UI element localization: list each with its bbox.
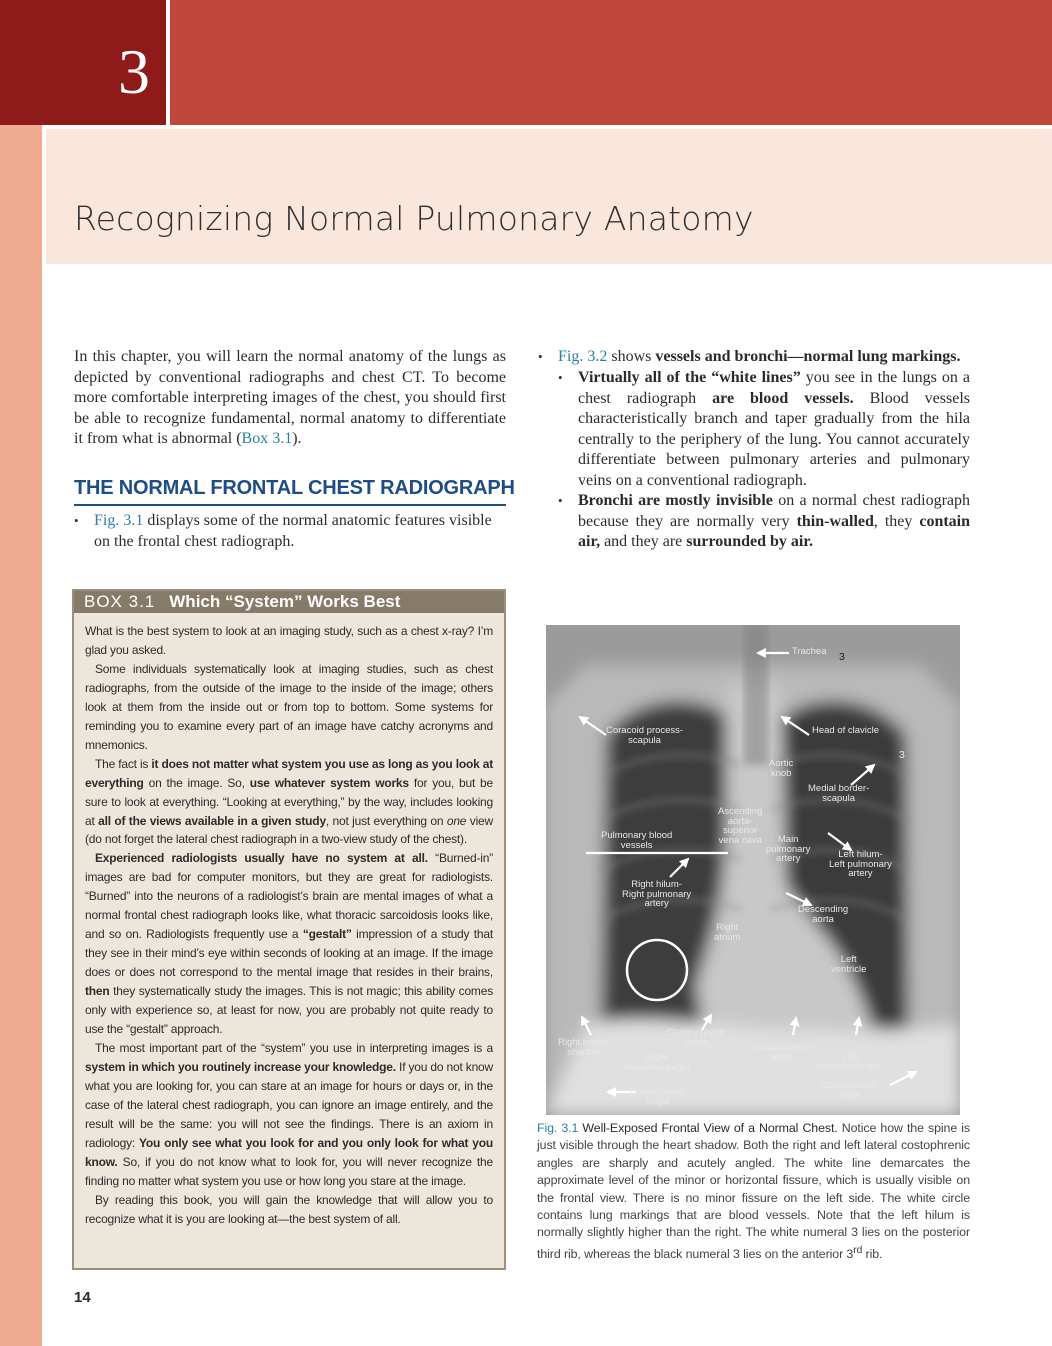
label-descending-aorta: Descending aorta: [798, 904, 849, 925]
figure-caption: [537, 1120, 970, 1263]
box-bold: system in which you routinely increase your knowledge.: [85, 1059, 396, 1074]
box-bold: then: [85, 984, 110, 999]
box-bold: You only see what you look for and you only look for what you know.: [85, 1135, 493, 1169]
label-left-hemidiaphragm: Left hemidiaphragm: [818, 1051, 884, 1072]
bullet-dot: •: [74, 513, 79, 528]
box-label: BOX 3.1: [84, 592, 156, 611]
caption-superscript: rd: [853, 1244, 863, 1256]
box-title: Which “System” Works Best: [169, 592, 401, 611]
bullet-bold: are blood vessels.: [712, 389, 854, 407]
label-costophrenic-angle-left: Costophrenic angle: [821, 1080, 877, 1101]
box-3-1-link[interactable]: Box 3.1: [241, 430, 293, 448]
bullet-bold: contain air,: [578, 512, 971, 551]
box-text: they systematically study the images. This is not magic; this ability comes only with experience so, at least for now, you are probably not quite ready to use the “gestalt” approach.: [85, 984, 493, 1037]
bullet-bold: Virtually all of the “white lines”: [578, 369, 801, 386]
bullet-text: , they: [873, 512, 920, 530]
title-band: [46, 129, 1052, 264]
box-text: view (do not forget the lateral chest radiograph in a two-view study of the chest).: [85, 813, 493, 847]
bullet-dot: •: [558, 493, 563, 508]
bullet-text: and they are: [600, 533, 687, 551]
caption-title: Well-Exposed Frontal View of a Normal Chest.: [578, 1121, 838, 1135]
page-number: 14: [74, 1289, 91, 1306]
label-medial-border-scapula: Medial border- scapula: [808, 783, 870, 804]
box-text: “Burned-in” images are bad for computer monitors, but they are great for radiologists. “Burned” into the neurons of a radiologist’s brain are mental images of what a normal frontal chest radiograph looks like, what thoracic sarcoidosis looks like, and so on. Radiologists frequently use a: [85, 851, 493, 942]
intro-paragraph: [74, 347, 506, 450]
label-right-hilum: Right hilum- Right pulmonary artery: [622, 879, 692, 910]
box-text: for you, but be sure to look at everything. “Looking at everything,” by the way, includes looking at: [85, 775, 493, 828]
box-text: The most important part of the “system” you use in interpreting images is a: [95, 1040, 493, 1055]
box-text: If you do not know what you are looking for, you can stare at an image for hours or days or, in the case of the lateral chest radiograph, you can ignore an image entirely, and the result will be the same: you will not see the findings. There is an axiom in radiology:: [85, 1059, 494, 1150]
bullet-text: on a normal chest radiograph because they are normally very: [578, 492, 970, 530]
box-text: The fact is: [95, 756, 152, 771]
chapter-title: Recognizing Normal Pulmonary Anatomy: [74, 199, 754, 238]
label-right-hemidiaphragm: Right hemidiaphragm: [624, 1052, 690, 1073]
bullet-dot: •: [538, 349, 543, 364]
chest-radiograph-figure: [546, 625, 960, 1115]
label-left-ventricle: Left ventricle: [831, 954, 867, 975]
caption-text: Notice how the spine is just visible through the heart shadow. Both the right and left lateral costophrenic angles are sharply and acutely angled. The white line demarcates the approximate level of the minor or horizontal fissure, which is usually visible on the frontal view. There is no minor fissure on the left side. The white circle contains lung markings that are blood vessels. Note that the left hilum is normally slightly higher than the right. The white numeral 3 lies on the posterior third rib, whereas the black numeral 3 lies on the anterior 3: [537, 1121, 970, 1261]
section-heading: THE NORMAL FRONTAL CHEST RADIOGRAPH: [74, 477, 506, 506]
label-right-breast-shadow: Right breast shadow: [558, 1037, 610, 1058]
box-text: So, if you do not know what to look for, you will never recognize the finding no matter what system you use or how long you stare at the image.: [85, 1154, 493, 1188]
label-aortic-knob: Aortic knob: [769, 758, 794, 779]
chapter-number: 3: [118, 36, 150, 107]
bullet-bold: Bronchi are mostly invisible: [578, 492, 773, 509]
box-bold: use whatever system works: [249, 775, 409, 790]
box-bold: “gestalt”: [302, 927, 352, 942]
fig-3-2-link[interactable]: Fig. 3.2: [558, 348, 608, 365]
box-italic: one: [446, 813, 467, 828]
label-main-pulmonary-artery: Main pulmonary artery: [766, 834, 811, 865]
chapter-separator: [166, 0, 170, 125]
label-anterior-rib-3: 3: [839, 651, 845, 663]
box-paragraph-3: [85, 755, 493, 850]
bullet-bold: vessels and bronchi—normal lung markings.: [655, 348, 961, 365]
box-3-1: [72, 589, 506, 1270]
bullet-bold: thin-walled: [796, 512, 874, 530]
left-bullet-text: displays some of the normal anatomic features visible on the frontal chest radiograph.: [94, 512, 492, 550]
right-subbullet-1: [558, 368, 970, 492]
caption-end: rib.: [862, 1246, 883, 1261]
left-bullet: [74, 511, 506, 552]
label-head-of-clavicle: Head of clavicle: [812, 725, 880, 736]
label-trachea: Trachea: [792, 646, 827, 657]
label-left-hilum: Left hilum- Left pulmonary artery: [829, 849, 892, 880]
caption-figure-number: Fig. 3.1: [537, 1121, 579, 1135]
box-bold: Experienced radiologists usually have no system at all.: [95, 851, 428, 866]
bullet-dot: •: [558, 370, 563, 385]
label-right-atrium: Right atrium: [714, 922, 741, 943]
box-text: , not just everything on: [325, 813, 447, 828]
label-costophrenic-angle-right: Costophrenic angle: [630, 1086, 686, 1107]
label-cardiophrenic-angle-left: Cardiophrenic angle: [753, 1042, 813, 1063]
bullet-bold: surrounded by air.: [686, 533, 813, 551]
box-body: [74, 613, 504, 1229]
box-bold: all of the views available in a given study: [98, 813, 326, 828]
box-paragraph-4: [85, 849, 493, 1039]
bullet-text: Blood vessels characteristically branch and taper gradually from the hila centrally to the periphery of the lung. You cannot accurately differentiate between pulmonary arteries and pulmonary veins on a conventional radiograph.: [578, 389, 970, 489]
box-text: on the image. So,: [143, 775, 250, 790]
fig-3-1-link[interactable]: Fig. 3.1: [94, 512, 144, 529]
box-header: [74, 591, 504, 613]
label-pulmonary-blood-vessels: Pulmonary blood vessels: [601, 830, 673, 851]
right-bullet-1: [538, 347, 970, 368]
label-cardiophrenic-angle-right: Cardiophrenic angle: [667, 1027, 727, 1048]
box-paragraph-2: Some individuals systematically look at imaging studies, such as chest radiographs, from the outside of the image to the inside of the image; others look at them from the inside out or from top to bottom. Some systems for reminding you to examine every part of an image have catchy acronyms and mnemonics.: [85, 661, 493, 752]
label-ascending-aorta-svc: Ascending aorta- superior vena cava: [718, 806, 763, 846]
bullet-text: shows: [607, 348, 656, 365]
intro-text: In this chapter, you will learn the normal anatomy of the lungs as depicted by conventional radiographs and chest CT. To become more comfortable interpreting images of the chest, you should first be able to recognize fundamental, normal anatomy to differentiate it from what is abnormal (: [74, 348, 506, 448]
box-paragraph-1: What is the best system to look at an imaging study, such as a chest x-ray? I’m glad you asked.: [85, 624, 493, 657]
label-coracoid-process: Coracoid process- scapula: [606, 725, 684, 746]
box-paragraph-5: [85, 1039, 493, 1191]
bullet-text: you see in the lungs on a chest radiograph: [578, 369, 970, 407]
label-posterior-rib-3: 3: [899, 749, 905, 761]
box-text: impression of a study that they see in their mind’s eye within seconds of looking at an image. If the image does or does not correspond to the mental image that resides in their brains,: [85, 927, 493, 980]
left-margin-stripe: [0, 125, 42, 1346]
intro-text-end: ).: [292, 430, 302, 448]
box-bold: it does not matter what system you use as long as you look at everything: [85, 756, 493, 790]
right-subbullet-2: [558, 491, 971, 553]
box-paragraph-6: By reading this book, you will gain the knowledge that will allow you to recognize what it is you are looking at—the best system of all.: [85, 1192, 493, 1226]
